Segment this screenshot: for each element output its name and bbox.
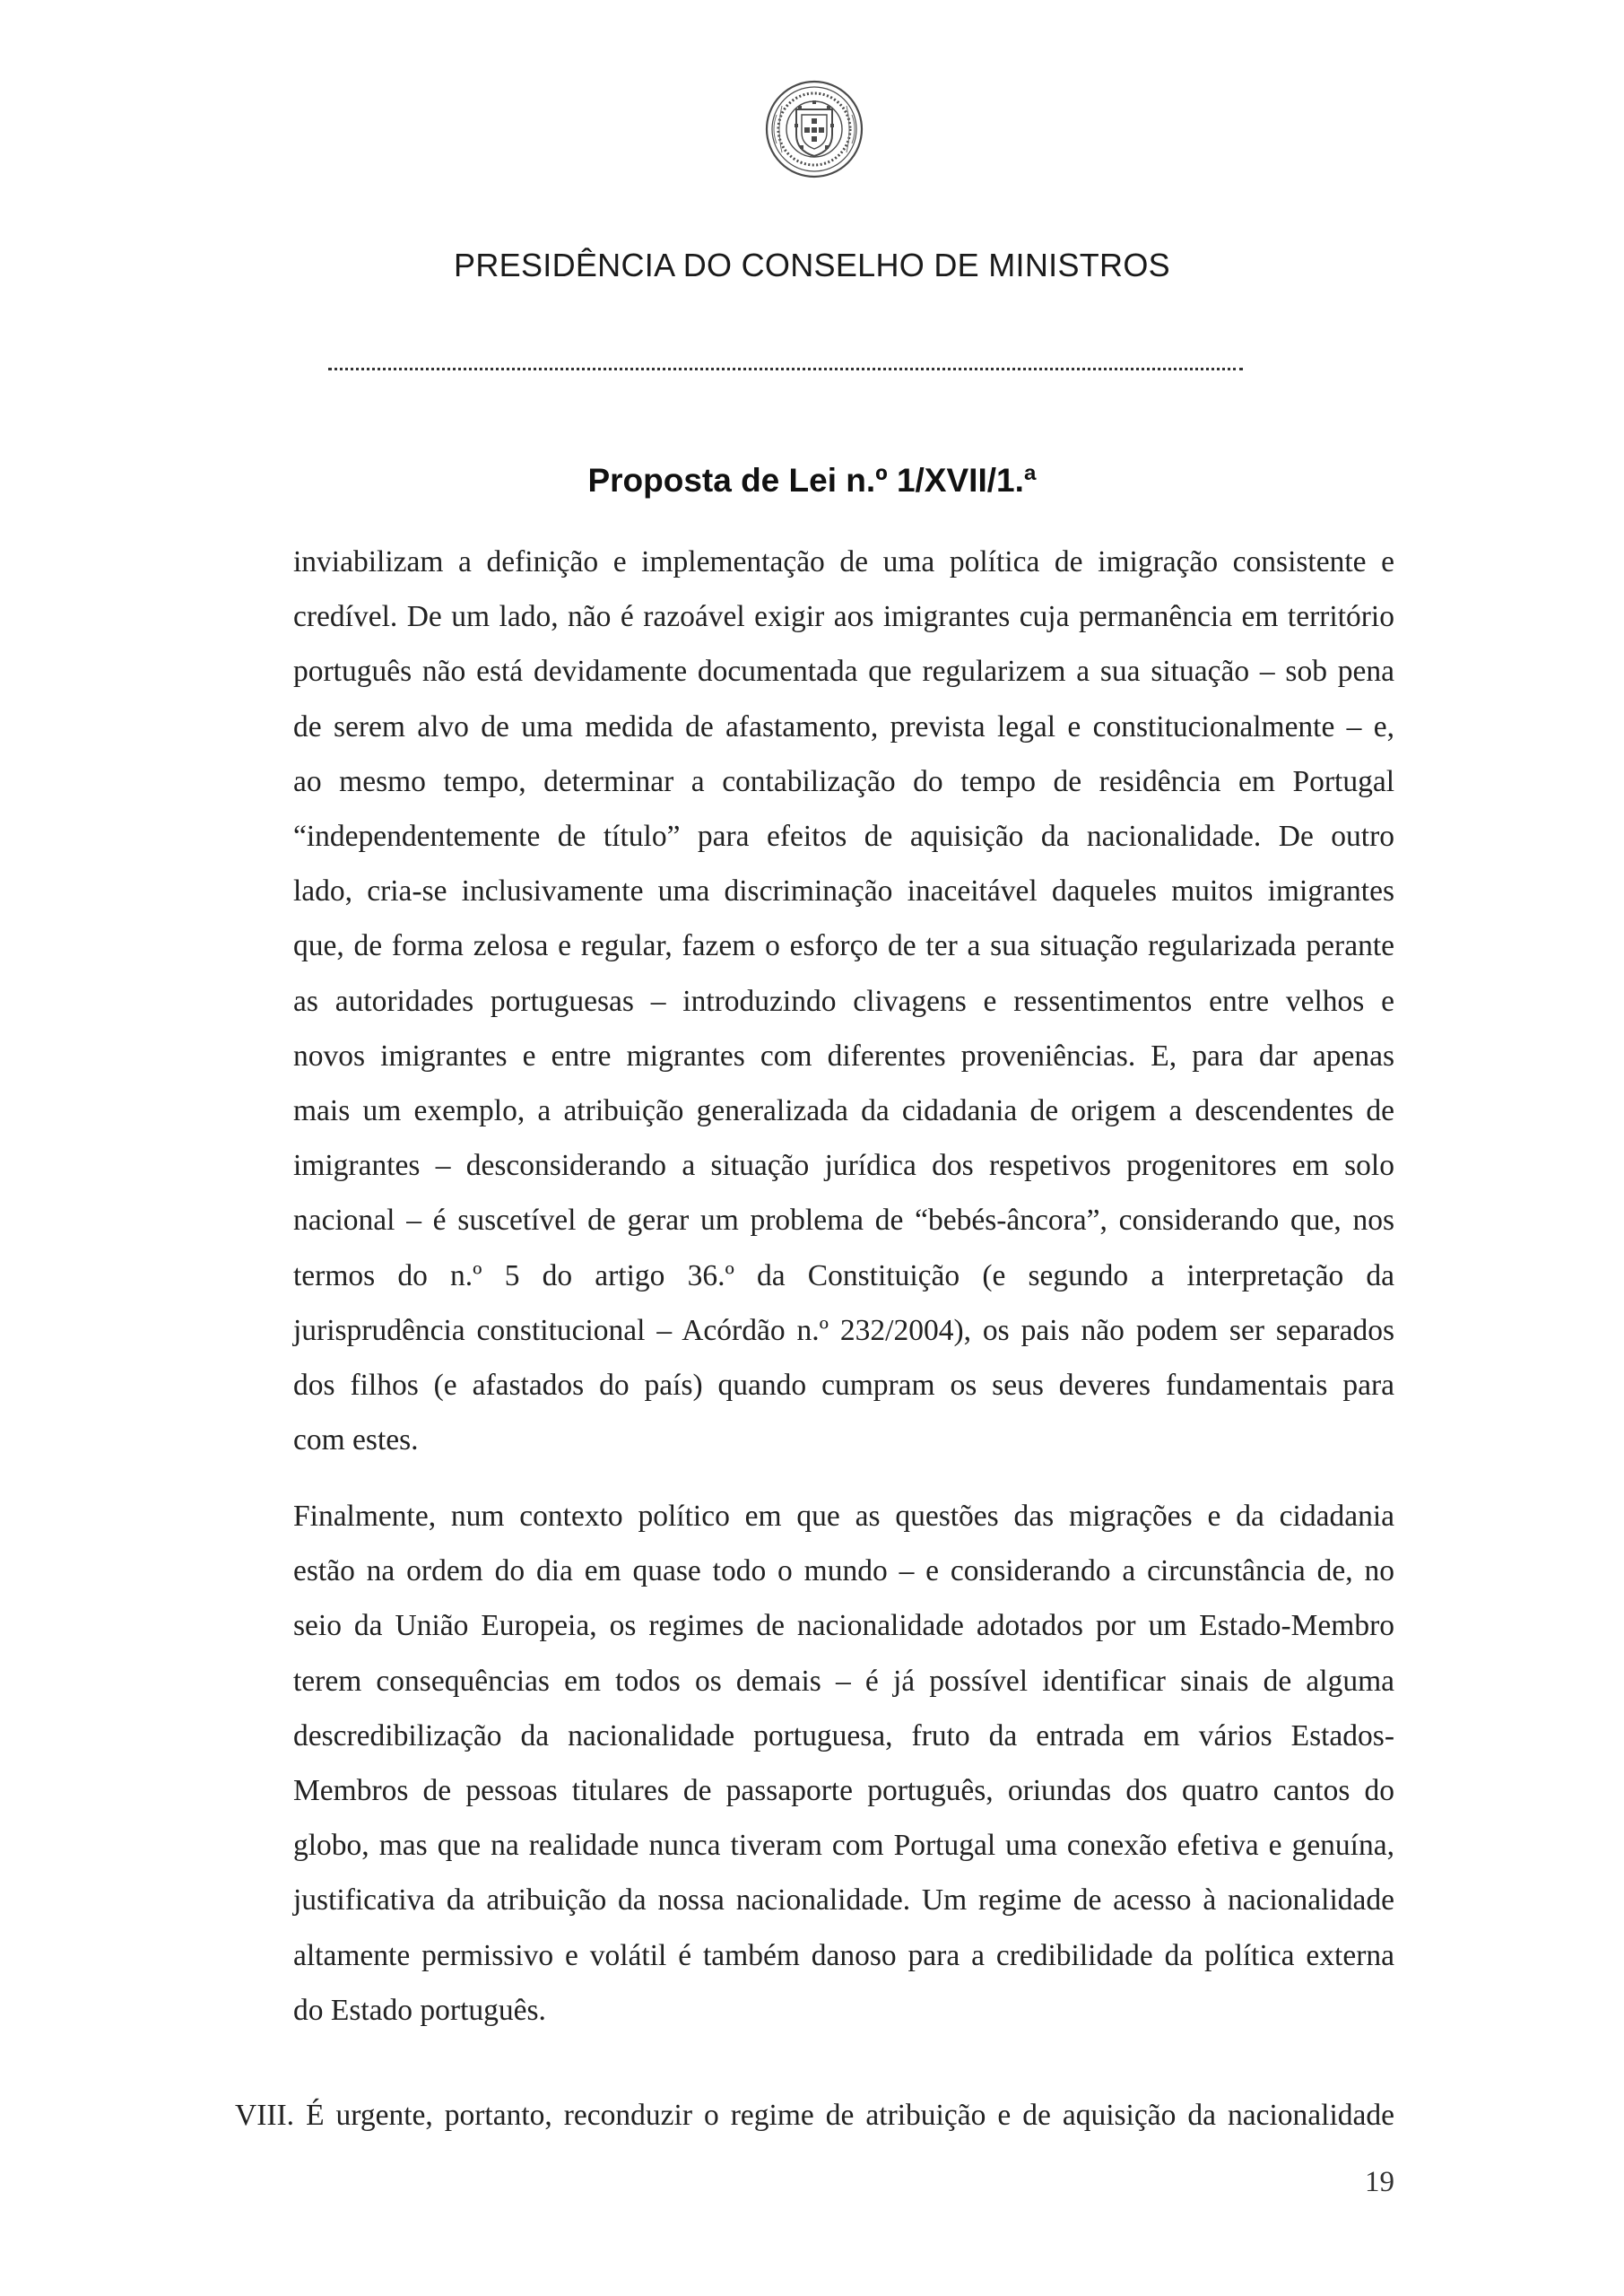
coat-of-arms-seal — [764, 79, 864, 179]
text-line: terem consequências em todos os demais – é já possível identificar sinais de alguma — [293, 1664, 1394, 1698]
numbered-paragraph-viii — [235, 2088, 1394, 2143]
text-line: mais um exemplo, a atribuição generalizada da cidadania de origem a descendentes de — [293, 1094, 1394, 1128]
text-line: “independentemente de título” para efeitos de aquisição da nacionalidade. De outro — [293, 820, 1394, 854]
text-line: com estes. — [293, 1423, 419, 1457]
text-line: nacional – é suscetível de gerar um problema de “bebés-âncora”, considerando que, nos — [293, 1204, 1394, 1238]
text-line: do Estado português. — [293, 1993, 546, 2027]
text-line: Finalmente, num contexto político em que as questões das migrações e da cidadania — [293, 1500, 1394, 1533]
text-line: ao mesmo tempo, determinar a contabilização do tempo de residência em Portugal — [293, 764, 1394, 798]
text-line: inviabilizam a definição e implementação de uma política de imigração consistente e — [293, 545, 1394, 578]
text-line: seio da União Europeia, os regimes de nacionalidade adotados por um Estado-Membro — [293, 1609, 1394, 1643]
text-line: novos imigrantes e entre migrantes com diferentes proveniências. E, para dar apenas — [293, 1039, 1394, 1073]
text-line: de serem alvo de uma medida de afastamento, prevista legal e constitucionalmente – e, — [293, 709, 1394, 744]
text-line: português não está devidamente documentada que regularizem a sua situação – sob pena — [293, 655, 1394, 689]
text-line: lado, cria-se inclusivamente uma discriminação inaceitável daqueles muitos imigrantes — [293, 874, 1394, 909]
text-line: estão na ordem do dia em quase todo o mundo – e considerando a circunstância de, no — [293, 1554, 1394, 1588]
text-line: termos do n.º 5 do artigo 36.º da Constituição (e segundo a interpretação da — [293, 1258, 1394, 1292]
text-line: altamente permissivo e volátil é também danoso para a credibilidade da política externa — [293, 1938, 1394, 1972]
text-line: que, de forma zelosa e regular, fazem o esforço de ter a sua situação regularizada perante — [293, 929, 1394, 963]
text-line: justificativa da atribuição da nossa nacionalidade. Um regime de acesso à nacionalidade — [293, 1883, 1394, 1918]
text-line: as autoridades portuguesas – introduzindo clivagens e ressentimentos entre velhos e — [293, 984, 1394, 1018]
document-title: Proposta de Lei n.º 1/XVII/1.ª — [587, 462, 1037, 499]
text-line: descredibilização da nacionalidade portuguesa, fruto da entrada em vários Estados- — [293, 1718, 1394, 1752]
numbered-paragraph-text: É urgente, portanto, reconduzir o regime de atribuição e de aquisição da nacionalidade — [306, 2099, 1395, 2132]
ministry-header: PRESIDÊNCIA DO CONSELHO DE MINISTROS — [454, 247, 1170, 283]
text-line: dos filhos (e afastados do país) quando cumpram os seus deveres fundamentais para — [293, 1369, 1394, 1403]
text-line: credível. De um lado, não é razoável exigir aos imigrantes cuja permanência em território — [293, 600, 1394, 634]
text-line: imigrantes – desconsiderando a situação jurídica dos respetivos progenitores em solo — [293, 1149, 1394, 1183]
text-line: globo, mas que na realidade nunca tiveram com Portugal uma conexão efetiva e genuína, — [293, 1829, 1394, 1863]
page-number: 19 — [1365, 2166, 1394, 2198]
text-line: Membros de pessoas titulares de passaporte português, oriundas dos quatro cantos do — [293, 1774, 1394, 1808]
section-marker: VIII. — [235, 2099, 295, 2132]
paragraph-2 — [293, 1489, 1394, 2038]
text-line: jurisprudência constitucional – Acórdão n.º 232/2004), os pais não podem ser separados — [293, 1313, 1394, 1347]
paragraph-1 — [293, 535, 1394, 1467]
header-divider — [328, 368, 1243, 370]
